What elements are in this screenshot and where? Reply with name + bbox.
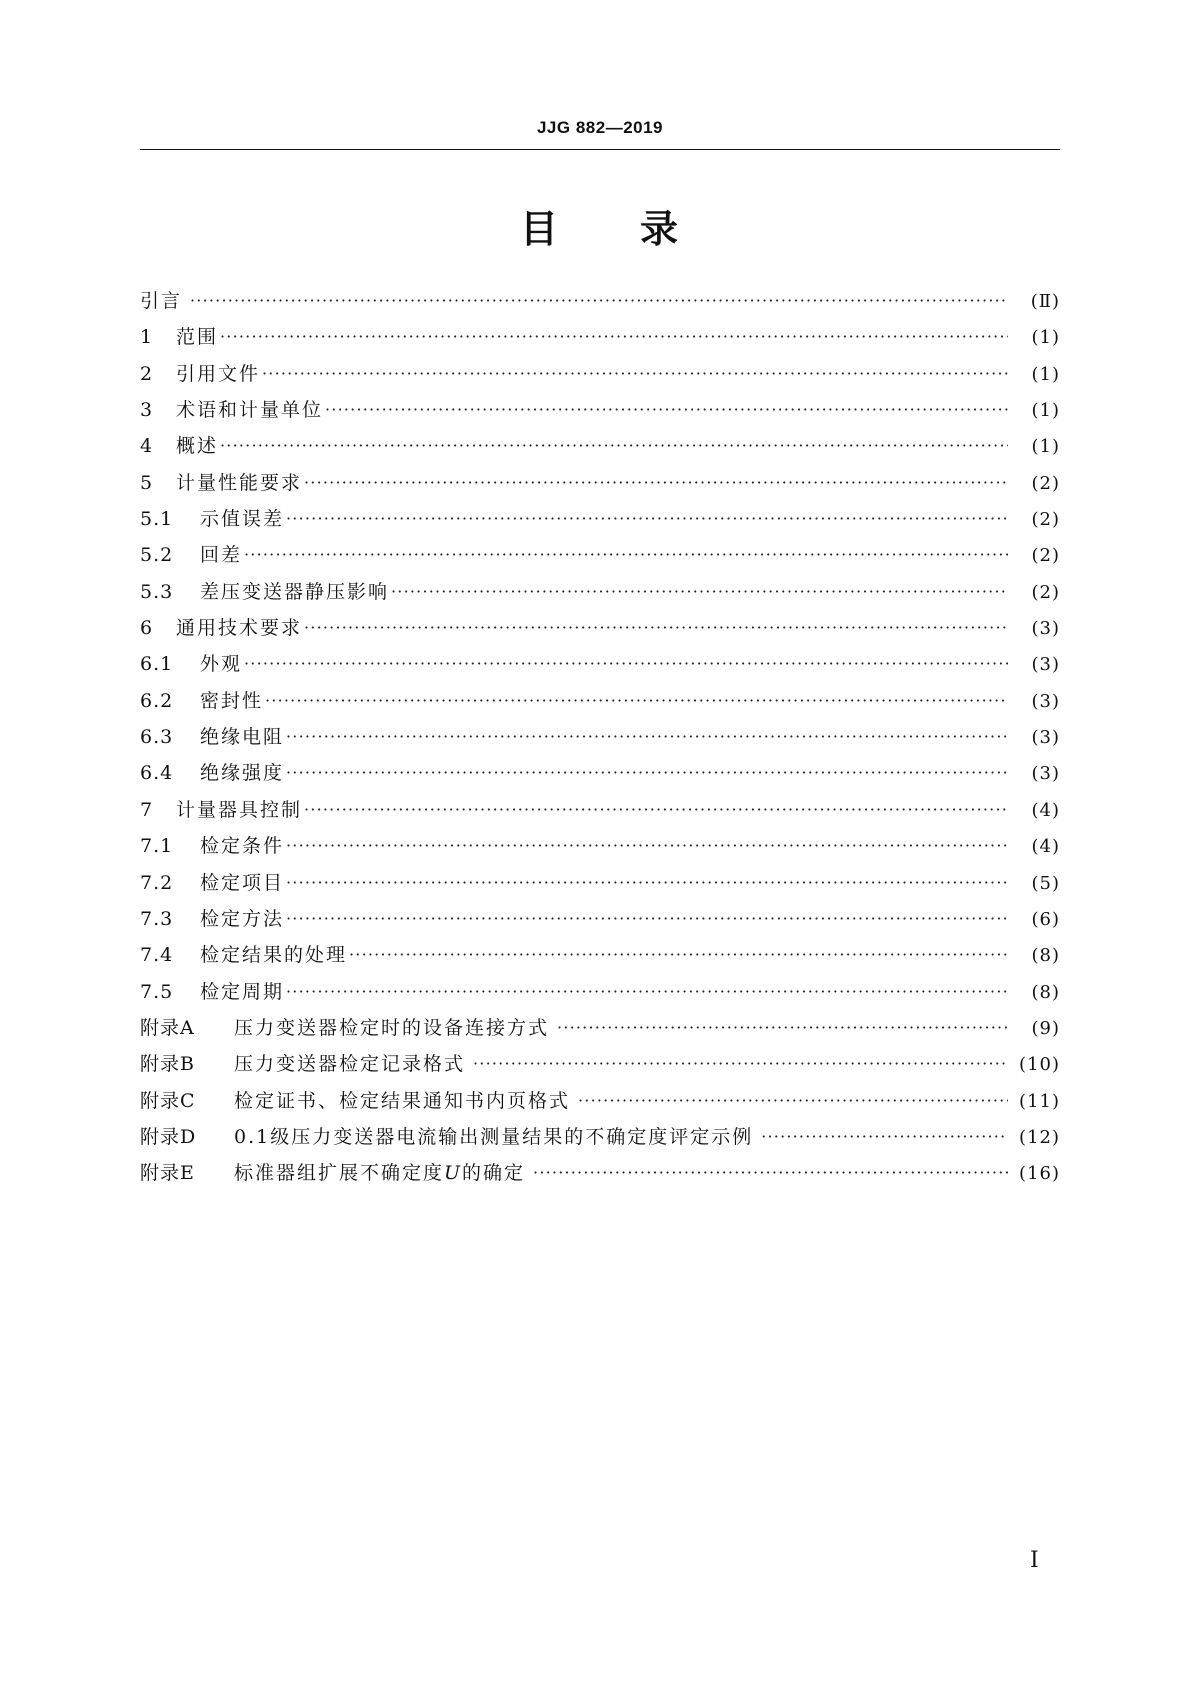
dot-leader — [551, 1015, 1008, 1040]
toc-title-char-2: 录 — [640, 207, 681, 251]
toc-entry-number: 6.4 — [140, 762, 174, 785]
toc-entry-page: (16) — [1019, 1163, 1060, 1185]
toc-entry-label: 绝缘电阻 — [200, 726, 285, 749]
toc-entry-page: (11) — [1019, 1090, 1060, 1112]
toc-entry-number: 6.1 — [140, 653, 174, 676]
toc-title — [140, 198, 1060, 253]
toc-entry-number: 5.3 — [140, 580, 174, 603]
toc-entry-appendix-a[interactable] — [140, 1016, 1060, 1052]
toc-entry-7-5[interactable] — [140, 980, 1060, 1016]
dot-leader — [244, 651, 1008, 676]
toc-entry-number: 附录B — [140, 1053, 195, 1076]
toc-entry-page: (2) — [1031, 509, 1060, 531]
toc-entry-number: 6 — [140, 617, 154, 640]
toc-entry-label: 回差 — [200, 544, 243, 567]
toc-entry-page: (1) — [1031, 400, 1060, 422]
toc-entry-page: (4) — [1031, 836, 1060, 858]
dot-leader — [262, 361, 1008, 386]
toc-entry-page: (2) — [1031, 472, 1060, 494]
toc-entry-4[interactable] — [140, 434, 1060, 470]
toc-entry-3[interactable] — [140, 398, 1060, 434]
toc-entry-number: 6.2 — [140, 689, 174, 712]
toc-entry-page: (3) — [1031, 763, 1060, 785]
toc-entry-page: (2) — [1031, 545, 1060, 567]
dot-leader — [755, 1124, 1008, 1149]
toc-entry-page: (6) — [1031, 908, 1060, 930]
toc-entry-6[interactable] — [140, 616, 1060, 652]
toc-entry-label: 检定证书、检定结果通知书内页格式 — [234, 1089, 571, 1112]
toc-entry-page: (8) — [1031, 981, 1060, 1003]
toc-entry-7-3[interactable] — [140, 907, 1060, 943]
toc-entry-page: (4) — [1031, 799, 1060, 821]
toc-entry-label: 范围 — [176, 326, 219, 349]
toc-entry-page: (3) — [1031, 618, 1060, 640]
toc-title-char-1: 目 — [519, 207, 560, 251]
toc-entry-5-1[interactable] — [140, 507, 1060, 543]
toc-entry-6-1[interactable] — [140, 652, 1060, 688]
toc-entry-number: 7.3 — [140, 907, 174, 930]
dot-leader — [467, 1051, 1008, 1076]
toc-entry-label: 引用文件 — [176, 362, 261, 385]
toc-entry-5-2[interactable] — [140, 543, 1060, 579]
toc-entry-number: 附录E — [140, 1162, 195, 1185]
dot-leader — [184, 288, 1008, 313]
dot-leader — [286, 833, 1008, 858]
toc-entry-2[interactable] — [140, 362, 1060, 398]
dot-leader — [286, 870, 1008, 895]
toc-entry-label: 检定方法 — [200, 907, 285, 930]
toc-entry-page: (3) — [1031, 690, 1060, 712]
toc-entry-label-suffix: 的确定 — [462, 1162, 526, 1185]
toc-entry-appendix-c[interactable] — [140, 1089, 1060, 1125]
toc-entry-page: (3) — [1031, 654, 1060, 676]
toc-entry-page: (5) — [1031, 872, 1060, 894]
dot-leader — [286, 724, 1008, 749]
toc-entry-number: 5.2 — [140, 544, 174, 567]
toc-entry-page: (1) — [1031, 363, 1060, 385]
dot-leader — [325, 397, 1008, 422]
toc-entry-6-2[interactable] — [140, 689, 1060, 725]
toc-entry-appendix-d[interactable] — [140, 1125, 1060, 1161]
toc-entry-page: (8) — [1031, 945, 1060, 967]
toc-entry-appendix-e[interactable] — [140, 1161, 1060, 1197]
toc-entry-6-4[interactable] — [140, 761, 1060, 797]
toc-entry-label: 示值误差 — [200, 508, 285, 531]
toc-entry-7-1[interactable] — [140, 834, 1060, 870]
toc-entry-label: 压力变送器检定时的设备连接方式 — [234, 1016, 550, 1039]
toc-entry-label: 计量器具控制 — [176, 798, 303, 821]
toc-entry-label: 引言 — [140, 290, 183, 312]
toc-entry-label: 概述 — [176, 435, 219, 458]
table-of-contents — [140, 289, 1060, 1198]
toc-entry-number: 6.3 — [140, 726, 174, 749]
toc-entry-number: 1 — [140, 326, 154, 349]
toc-entry-number: 4 — [140, 435, 154, 458]
toc-entry-label: 计量性能要求 — [176, 471, 303, 494]
toc-entry-foreword[interactable] — [140, 289, 1060, 325]
toc-entry-7-4[interactable] — [140, 943, 1060, 979]
toc-entry-number: 5 — [140, 471, 154, 494]
toc-entry-number: 5.1 — [140, 508, 174, 531]
dot-leader — [572, 1088, 1008, 1113]
toc-entry-appendix-b[interactable] — [140, 1052, 1060, 1088]
page-folio: Ⅰ — [1030, 1548, 1039, 1573]
dot-leader — [349, 942, 1008, 967]
toc-entry-label: 差压变送器静压影响 — [200, 580, 390, 603]
header-divider — [140, 149, 1060, 150]
dot-leader — [304, 797, 1008, 822]
dot-leader — [244, 542, 1008, 567]
toc-entry-number: 7 — [140, 798, 154, 821]
toc-entry-page: (1) — [1031, 436, 1060, 458]
toc-entry-label: 检定结果的处理 — [200, 944, 348, 967]
dot-leader — [286, 906, 1008, 931]
toc-entry-label: 0.1级压力变送器电流输出测量结果的不确定度评定示例 — [234, 1125, 754, 1148]
toc-entry-page: (1) — [1031, 327, 1060, 349]
toc-entry-label: 通用技术要求 — [176, 617, 303, 640]
toc-entry-label: 术语和计量单位 — [176, 399, 324, 422]
toc-entry-page: (10) — [1019, 1054, 1060, 1076]
toc-entry-page: (9) — [1031, 1017, 1060, 1039]
document-code-header: JJG 882—2019 — [536, 118, 664, 137]
toc-entry-number: 7.2 — [140, 871, 174, 894]
toc-entry-label: 检定周期 — [200, 980, 285, 1003]
dot-leader — [220, 433, 1008, 458]
toc-entry-7-2[interactable] — [140, 871, 1060, 907]
toc-entry-label: 外观 — [200, 653, 243, 676]
toc-entry-5[interactable] — [140, 471, 1060, 507]
dot-leader — [220, 324, 1008, 349]
dot-leader — [304, 470, 1008, 495]
toc-entry-label: 检定项目 — [200, 871, 285, 894]
dot-leader — [304, 615, 1008, 640]
dot-leader — [286, 979, 1008, 1004]
toc-entry-label-prefix: 标准器组扩展不确定度 — [234, 1162, 445, 1185]
dot-leader — [286, 760, 1008, 785]
toc-entry-number: 2 — [140, 362, 154, 385]
toc-entry-number: 7.1 — [140, 835, 174, 858]
toc-entry-number: 附录A — [140, 1016, 195, 1039]
toc-entry-label: 检定条件 — [200, 835, 285, 858]
toc-entry-7[interactable] — [140, 798, 1060, 834]
dot-leader — [527, 1160, 1008, 1185]
symbol-u: U — [444, 1162, 463, 1185]
toc-entry-number: 附录C — [140, 1089, 196, 1112]
toc-entry-page: (Ⅱ) — [1030, 291, 1060, 312]
toc-entry-label — [234, 1161, 527, 1185]
toc-entry-number: 附录D — [140, 1125, 197, 1148]
toc-entry-5-3[interactable] — [140, 580, 1060, 616]
toc-entry-label: 密封性 — [200, 689, 264, 712]
toc-entry-label: 绝缘强度 — [200, 762, 285, 785]
toc-entry-6-3[interactable] — [140, 725, 1060, 761]
toc-entry-label: 压力变送器检定记录格式 — [234, 1053, 466, 1076]
dot-leader — [265, 688, 1008, 713]
toc-entry-page: (12) — [1019, 1126, 1060, 1148]
toc-entry-number: 7.5 — [140, 980, 174, 1003]
toc-entry-1[interactable] — [140, 325, 1060, 361]
dot-leader — [391, 579, 1008, 604]
toc-entry-number: 7.4 — [140, 944, 174, 967]
toc-entry-page: (3) — [1031, 727, 1060, 749]
toc-entry-number: 3 — [140, 399, 154, 422]
dot-leader — [286, 506, 1008, 531]
toc-entry-page: (2) — [1031, 581, 1060, 603]
